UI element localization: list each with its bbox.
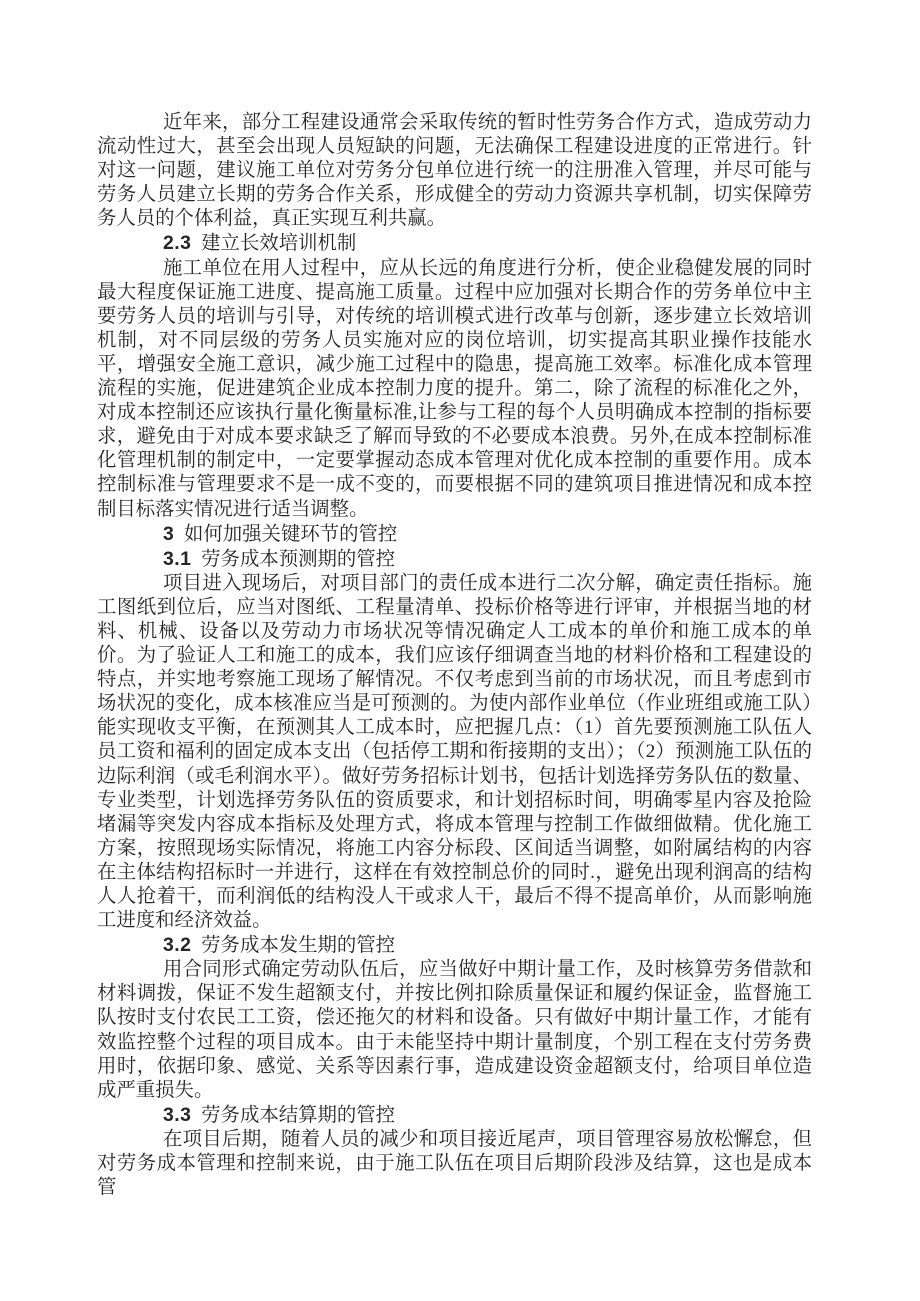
paragraph: 近年来，部分工程建设通常会采取传统的暂时性劳务合作方式，造成劳动力流动性过大，甚至会出现人员短缺的问题，无法确保工程建设进度的正常进行。针对这一问题，建议施工单位对劳务分包单位进行统一的注册准入管理，并尽可能与劳务人员建立长期的劳务合作关系，形成健全的劳动力资源共享机制，切实保障劳务人员的个体利益，真正实现互利共赢。 [97, 112, 812, 230]
paragraph: 用合同形式确定劳动队伍后，应当做好中期计量工作，及时核算劳务借款和材料调拨，保证不发生超额支付，并按比例扣除质量保证和履约保证金，监督施工队按时支付农民工工资，偿还拖欠的材料和设备。只有做好中期计量工作，才能有效监控整个过程的项目成本。由于未能坚持中期计量制度，个别工程在支付劳务费用时，依据印象、感觉、关系等因素行事，造成建设资金超额支付，给项目单位造成严重损失。 [97, 959, 812, 1101]
heading-number: 2.3 [163, 232, 192, 255]
heading-number: 3.3 [163, 1103, 192, 1126]
heading-number: 3.2 [163, 934, 192, 957]
section-heading [97, 933, 812, 958]
heading-number: 3 [163, 522, 175, 545]
heading-text: 建立长效培训机制 [191, 233, 357, 255]
section-heading [97, 522, 812, 547]
paragraph: 项目进入现场后，对项目部门的责任成本进行二次分解，确定责任指标。施工图纸到位后，应当对图纸、工程量清单、投标价格等进行评审，并根据当地的材料、机械、设备以及劳动力市场状况等情况确定人工成本的单价和施工成本的单价。为了验证人工和施工的成本，我们应该仔细调查当地的材料价格和工程建设的特点，并实地考察施工现场了解情况。不仅考虑到当前的市场状况，而且考虑到市场状况的变化，成本核准应当是可预测的。为使内部作业单位（作业班组或施工队）能实现收支平衡，在预测其人工成本时，应把握几点：（1）首先要预测施工队伍人员工资和福利的固定成本支出（包括停工期和衔接期的支出）；（2）预测施工队伍的边际利润（或毛利润水平）。做好劳务招标计划书，包括计划选择劳务队伍的数量、专业类型，计划选择劳务队伍的资质要求，和计划招标时间，明确零星内容及抢险堵漏等突发内容成本指标及处理方式，将成本管理与控制工作做细做精。优化施工方案，按照现场实际情况，将施工内容分标段、区间适当调整，如附属结构的内容在主体结构招标时一并进行，这样在有效控制总价的同时.，避免出现利润高的结构人人抢着干，而利润低的结构没人干或求人干，最后不得不提高单价，从而影响施工进度和经济效益。 [97, 572, 812, 932]
section-heading [97, 231, 812, 256]
heading-text: 如何加强关键环节的管控 [174, 523, 398, 545]
paragraph: 施工单位在用人过程中，应从长远的角度进行分析，使企业稳健发展的同时最大程度保证施工进度、提高施工质量。过程中应加强对长期合作的劳务单位中主要劳务人员的培训与引导，对传统的培训模式进行改革与创新，逐步建立长效培训机制，对不同层级的劳务人员实施对应的岗位培训，切实提高其职业操作技能水平，增强安全施工意识，减少施工过程中的隐患，提高施工效率。标准化成本管理流程的实施，促进建筑企业成本控制力度的提升。第二，除了流程的标准化之外，对成本控制还应该执行量化衡量标准,让参与工程的每个人员明确成本控制的指标要求，避免由于对成本要求缺乏了解而导致的不必要成本浪费。另外,在成本控制标准化管理机制的制定中，一定要掌握动态成本管理对优化成本控制的重要作用。成本控制标准与管理要求不是一成不变的，而要根据不同的建筑项目推进情况和成本控制目标落实情况进行适当调整。 [97, 257, 812, 520]
section-heading [97, 1103, 812, 1128]
section-heading [97, 547, 812, 572]
document-body [97, 111, 812, 1200]
paragraph: 在项目后期，随着人员的减少和项目接近尾声，项目管理容易放松懈怠，但对劳务成本管理和控制来说，由于施工队伍在项目后期阶段涉及结算，这也是成本管 [97, 1128, 812, 1199]
heading-text: 劳务成本预测期的管控 [191, 548, 396, 570]
heading-text: 劳务成本结算期的管控 [191, 1104, 396, 1126]
heading-number: 3.1 [163, 547, 192, 570]
heading-text: 劳务成本发生期的管控 [191, 935, 396, 957]
